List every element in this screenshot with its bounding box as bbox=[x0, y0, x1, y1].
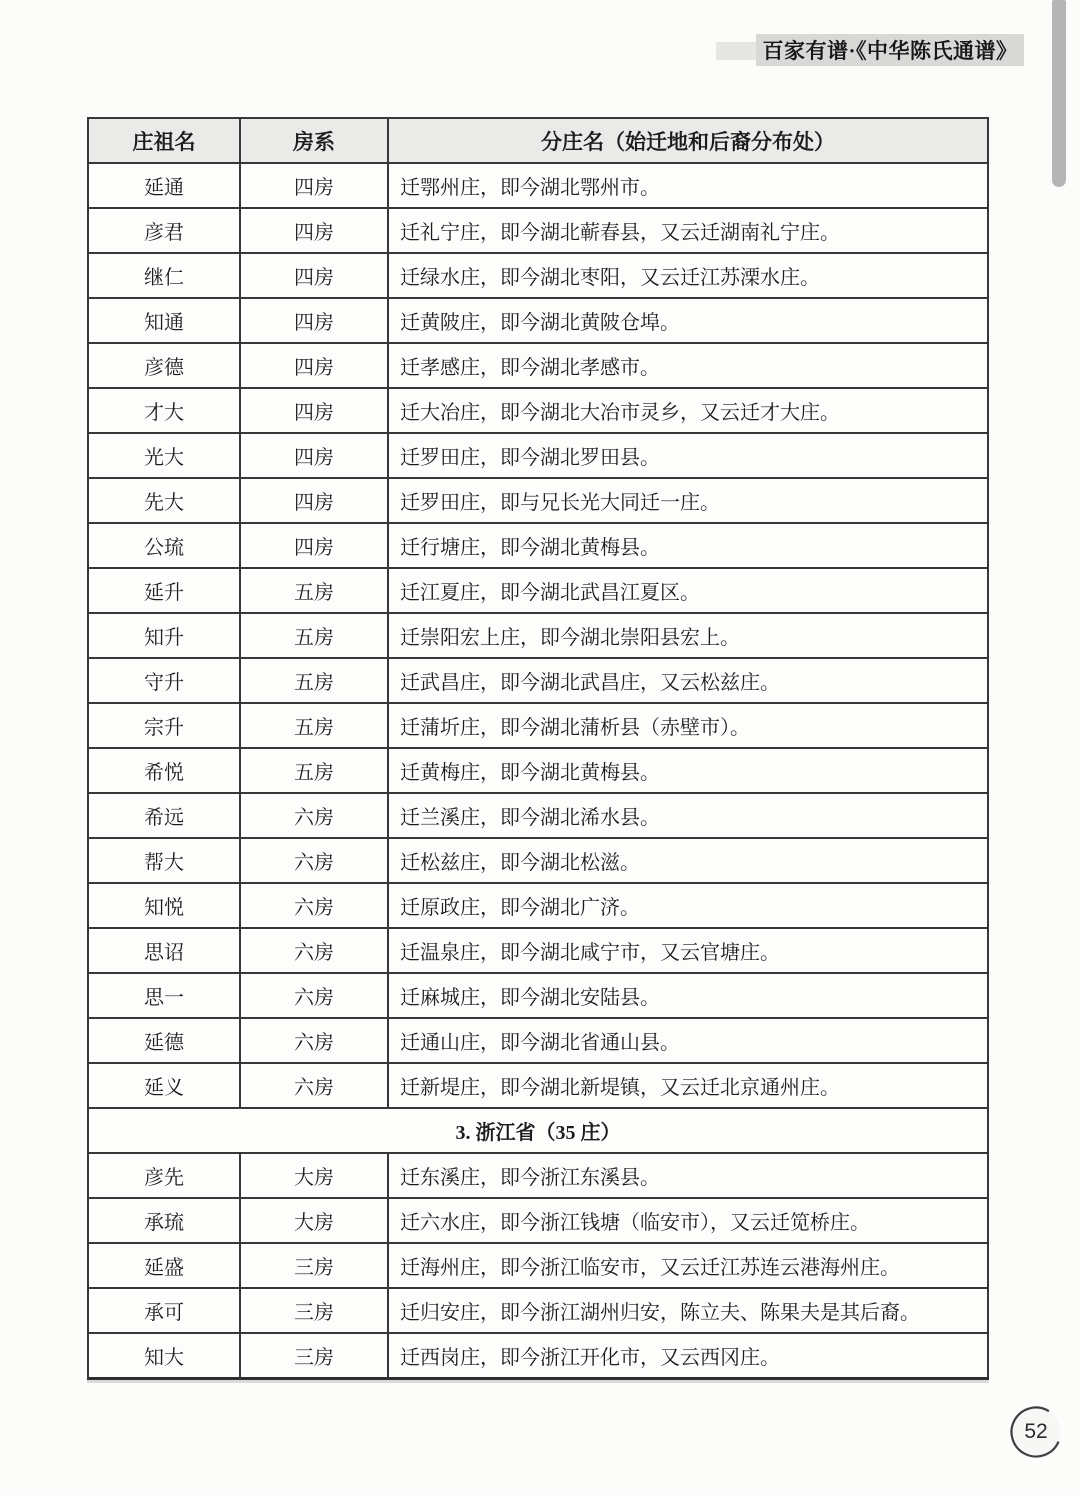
branch-village-cell: 迁东溪庄，即今浙江东溪县。 bbox=[388, 1153, 988, 1198]
branch-village-cell: 迁新堤庄，即今湖北新堤镇，又云迁北京通州庄。 bbox=[388, 1063, 988, 1108]
branch-line-cell: 五房 bbox=[240, 658, 388, 703]
ancestor-name-cell: 知悦 bbox=[88, 883, 240, 928]
table-row bbox=[88, 1063, 988, 1108]
ancestor-name-cell: 承琉 bbox=[88, 1198, 240, 1243]
table-row bbox=[88, 298, 988, 343]
ancestor-name-cell: 知升 bbox=[88, 613, 240, 658]
branch-village-cell: 迁通山庄，即今湖北省通山县。 bbox=[388, 1018, 988, 1063]
branch-village-cell: 迁兰溪庄，即今湖北浠水县。 bbox=[388, 793, 988, 838]
table-row bbox=[88, 1333, 988, 1379]
ancestor-name-cell: 公琉 bbox=[88, 523, 240, 568]
table-row bbox=[88, 433, 988, 478]
branch-line-cell: 三房 bbox=[240, 1333, 388, 1379]
branch-line-cell: 六房 bbox=[240, 883, 388, 928]
column-header-branch-village: 分庄名（始迁地和后裔分布处） bbox=[388, 118, 988, 163]
page-number: 52 bbox=[1024, 1420, 1048, 1443]
branch-line-cell: 六房 bbox=[240, 793, 388, 838]
ancestor-name-cell: 宗升 bbox=[88, 703, 240, 748]
ancestor-name-cell: 思一 bbox=[88, 973, 240, 1018]
ancestor-name-cell: 延升 bbox=[88, 568, 240, 613]
ancestor-name-cell: 先大 bbox=[88, 478, 240, 523]
table-row bbox=[88, 523, 988, 568]
table-row bbox=[88, 658, 988, 703]
branch-line-cell: 四房 bbox=[240, 433, 388, 478]
table-row bbox=[88, 478, 988, 523]
branch-village-cell: 迁江夏庄，即今湖北武昌江夏区。 bbox=[388, 568, 988, 613]
table-row bbox=[88, 1243, 988, 1288]
branch-village-cell: 迁温泉庄，即今湖北咸宁市，又云官塘庄。 bbox=[388, 928, 988, 973]
table-row bbox=[88, 163, 988, 208]
table-row bbox=[88, 568, 988, 613]
branch-village-cell: 迁崇阳宏上庄，即今湖北崇阳县宏上。 bbox=[388, 613, 988, 658]
branch-village-cell: 迁海州庄，即今浙江临安市，又云迁江苏连云港海州庄。 bbox=[388, 1243, 988, 1288]
ancestor-name-cell: 知通 bbox=[88, 298, 240, 343]
ancestor-name-cell: 希悦 bbox=[88, 748, 240, 793]
branch-village-cell: 迁黄陂庄，即今湖北黄陂仓埠。 bbox=[388, 298, 988, 343]
table-header-row bbox=[88, 118, 988, 163]
page-number-badge bbox=[1007, 1403, 1065, 1461]
ancestor-name-cell: 延德 bbox=[88, 1018, 240, 1063]
column-header-branch: 房系 bbox=[240, 118, 388, 163]
branch-village-cell: 迁原政庄，即今湖北广济。 bbox=[388, 883, 988, 928]
branch-line-cell: 四房 bbox=[240, 163, 388, 208]
ancestor-name-cell: 继仁 bbox=[88, 253, 240, 298]
table-row bbox=[88, 1288, 988, 1333]
ancestor-name-cell: 思诏 bbox=[88, 928, 240, 973]
ancestor-name-cell: 延通 bbox=[88, 163, 240, 208]
province-section-row bbox=[88, 1108, 988, 1153]
branch-line-cell: 六房 bbox=[240, 838, 388, 883]
ancestor-name-cell: 光大 bbox=[88, 433, 240, 478]
ancestor-name-cell: 才大 bbox=[88, 388, 240, 433]
ancestor-name-cell: 帮大 bbox=[88, 838, 240, 883]
branch-village-cell: 迁麻城庄，即今湖北安陆县。 bbox=[388, 973, 988, 1018]
table-row bbox=[88, 928, 988, 973]
table-row bbox=[88, 1198, 988, 1243]
branch-village-cell: 迁罗田庄，即与兄长光大同迁一庄。 bbox=[388, 478, 988, 523]
table-row bbox=[88, 388, 988, 433]
branch-village-cell: 迁松兹庄，即今湖北松滋。 bbox=[388, 838, 988, 883]
table-row bbox=[88, 838, 988, 883]
branch-line-cell: 五房 bbox=[240, 568, 388, 613]
branch-line-cell: 五房 bbox=[240, 613, 388, 658]
table-row bbox=[88, 208, 988, 253]
branch-village-cell: 迁武昌庄，即今湖北武昌庄，又云松兹庄。 bbox=[388, 658, 988, 703]
branch-line-cell: 四房 bbox=[240, 253, 388, 298]
branch-village-cell: 迁归安庄，即今浙江湖州归安，陈立夫、陈果夫是其后裔。 bbox=[388, 1288, 988, 1333]
branch-village-cell: 迁蒲圻庄，即今湖北蒲析县（赤壁市）。 bbox=[388, 703, 988, 748]
table-row bbox=[88, 1153, 988, 1198]
branch-line-cell: 六房 bbox=[240, 928, 388, 973]
branch-village-cell: 迁罗田庄，即今湖北罗田县。 bbox=[388, 433, 988, 478]
genealogy-table bbox=[87, 117, 989, 1380]
branch-village-cell: 迁行塘庄，即今湖北黄梅县。 bbox=[388, 523, 988, 568]
ancestor-name-cell: 彦先 bbox=[88, 1153, 240, 1198]
column-header-ancestor: 庄祖名 bbox=[88, 118, 240, 163]
branch-village-cell: 迁六水庄，即今浙江钱塘（临安市），又云迁笕桥庄。 bbox=[388, 1198, 988, 1243]
ancestor-name-cell: 知大 bbox=[88, 1333, 240, 1379]
branch-line-cell: 四房 bbox=[240, 208, 388, 253]
branch-village-cell: 迁大冶庄，即今湖北大冶市灵乡，又云迁才大庄。 bbox=[388, 388, 988, 433]
branch-line-cell: 六房 bbox=[240, 1063, 388, 1108]
branch-village-cell: 迁黄梅庄，即今湖北黄梅县。 bbox=[388, 748, 988, 793]
province-section-label: 3. 浙江省（35 庄） bbox=[88, 1108, 988, 1153]
branch-village-cell: 迁孝感庄，即今湖北孝感市。 bbox=[388, 343, 988, 388]
branch-village-cell: 迁西岗庄，即今浙江开化市，又云西冈庄。 bbox=[388, 1333, 988, 1379]
branch-line-cell: 五房 bbox=[240, 703, 388, 748]
ancestor-name-cell: 希远 bbox=[88, 793, 240, 838]
table-row bbox=[88, 793, 988, 838]
scrollbar-thumb[interactable] bbox=[1052, 0, 1066, 187]
branch-line-cell: 四房 bbox=[240, 343, 388, 388]
table-row bbox=[88, 883, 988, 928]
table-row bbox=[88, 973, 988, 1018]
scan-smudge bbox=[716, 42, 760, 60]
table-row bbox=[88, 1018, 988, 1063]
branch-line-cell: 大房 bbox=[240, 1153, 388, 1198]
table-row bbox=[88, 748, 988, 793]
ancestor-name-cell: 延义 bbox=[88, 1063, 240, 1108]
table-row bbox=[88, 253, 988, 298]
table-body bbox=[88, 163, 988, 1379]
branch-village-cell: 迁礼宁庄，即今湖北蕲春县，又云迁湖南礼宁庄。 bbox=[388, 208, 988, 253]
ancestor-name-cell: 守升 bbox=[88, 658, 240, 703]
branch-line-cell: 三房 bbox=[240, 1243, 388, 1288]
table-row bbox=[88, 613, 988, 658]
branch-line-cell: 六房 bbox=[240, 1018, 388, 1063]
branch-line-cell: 六房 bbox=[240, 973, 388, 1018]
ancestor-name-cell: 承可 bbox=[88, 1288, 240, 1333]
branch-village-cell: 迁鄂州庄，即今湖北鄂州市。 bbox=[388, 163, 988, 208]
ancestor-name-cell: 延盛 bbox=[88, 1243, 240, 1288]
table-row bbox=[88, 703, 988, 748]
running-head: 百家有谱·《中华陈氏通谱》 bbox=[756, 34, 1024, 66]
ancestor-name-cell: 彦君 bbox=[88, 208, 240, 253]
branch-village-cell: 迁绿水庄，即今湖北枣阳，又云迁江苏溧水庄。 bbox=[388, 253, 988, 298]
branch-line-cell: 四房 bbox=[240, 478, 388, 523]
ancestor-name-cell: 彦德 bbox=[88, 343, 240, 388]
branch-line-cell: 四房 bbox=[240, 523, 388, 568]
branch-line-cell: 五房 bbox=[240, 748, 388, 793]
branch-line-cell: 四房 bbox=[240, 388, 388, 433]
branch-line-cell: 三房 bbox=[240, 1288, 388, 1333]
branch-line-cell: 四房 bbox=[240, 298, 388, 343]
branch-line-cell: 大房 bbox=[240, 1198, 388, 1243]
table-row bbox=[88, 343, 988, 388]
